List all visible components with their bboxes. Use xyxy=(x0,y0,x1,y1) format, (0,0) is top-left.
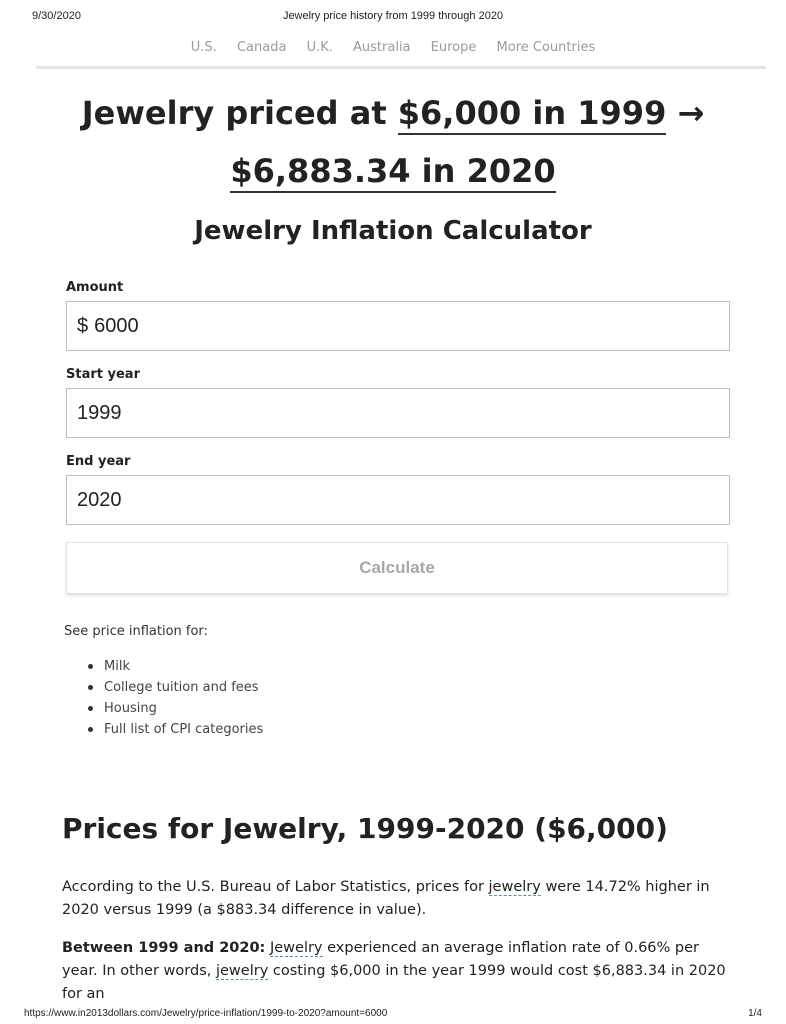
summary-paragraph xyxy=(62,876,732,922)
nav-more-countries[interactable]: More Countries xyxy=(496,40,596,55)
p2-text-b: costing $6,000 in the year 1999 would cost $6,883.34 in 2020 for an xyxy=(62,963,726,1002)
country-nav xyxy=(0,40,786,55)
section-heading: Prices for Jewelry, 1999-2020 ($6,000) xyxy=(62,812,668,845)
currency-prefix: $ xyxy=(77,314,89,337)
print-page-number: 1/4 xyxy=(748,1008,762,1019)
jewelry-link-3[interactable]: jewelry xyxy=(215,963,269,979)
headline-result: $6,883.34 in 2020 xyxy=(230,152,555,193)
detail-paragraph xyxy=(62,937,732,1006)
nav-divider xyxy=(36,66,766,69)
print-url: https://www.in2013dollars.com/Jewelry/price-inflation/1999-to-2020?amount=6000 xyxy=(24,1008,388,1019)
end-year-label: End year xyxy=(66,454,131,469)
nav-canada[interactable]: Canada xyxy=(236,40,287,55)
start-year-label: Start year xyxy=(66,367,140,382)
start-year-input[interactable] xyxy=(66,388,730,438)
see-also-list xyxy=(84,656,263,740)
calculator-title: Jewelry Inflation Calculator xyxy=(194,216,592,246)
link-milk[interactable]: Milk xyxy=(84,656,263,677)
headline-arrow: → xyxy=(666,94,705,132)
link-cpi-categories[interactable]: Full list of CPI categories xyxy=(84,719,263,740)
headline-amount-year: $6,000 in 1999 xyxy=(398,94,667,135)
p2-bold: Between 1999 and 2020: xyxy=(62,940,266,956)
link-housing[interactable]: Housing xyxy=(84,698,263,719)
p2-text-a: experienced an average inflation rate of 0.66% per year. In other words, xyxy=(62,940,700,979)
amount-label: Amount xyxy=(66,280,124,295)
end-year-value: 2020 xyxy=(77,488,122,511)
print-date: 9/30/2020 xyxy=(32,10,81,22)
p1-text-a: According to the U.S. Bureau of Labor Statistics, prices for xyxy=(62,879,489,895)
nav-europe[interactable]: Europe xyxy=(430,40,477,55)
start-year-value: 1999 xyxy=(77,401,122,424)
nav-us[interactable]: U.S. xyxy=(190,40,217,55)
nav-uk[interactable]: U.K. xyxy=(306,40,333,55)
nav-australia[interactable]: Australia xyxy=(353,40,411,55)
headline-line-2 xyxy=(0,142,786,200)
print-page-title: Jewelry price history from 1999 through 2020 xyxy=(282,10,504,22)
amount-input[interactable] xyxy=(66,301,730,351)
headline-prefix: Jewelry priced at xyxy=(81,94,398,132)
end-year-input[interactable] xyxy=(66,475,730,525)
amount-value: 6000 xyxy=(94,314,139,337)
see-also-label: See price inflation for: xyxy=(64,624,208,639)
jewelry-link-2[interactable]: Jewelry xyxy=(269,940,323,956)
calculate-button[interactable]: Calculate xyxy=(66,542,728,594)
page-headline xyxy=(0,84,786,200)
jewelry-link[interactable]: jewelry xyxy=(488,879,541,895)
headline-line-1 xyxy=(0,84,786,142)
p1-text-b: were 14.72% higher in 2020 versus 1999 (a $883.34 difference in value). xyxy=(62,879,710,918)
link-college-tuition[interactable]: College tuition and fees xyxy=(84,677,263,698)
